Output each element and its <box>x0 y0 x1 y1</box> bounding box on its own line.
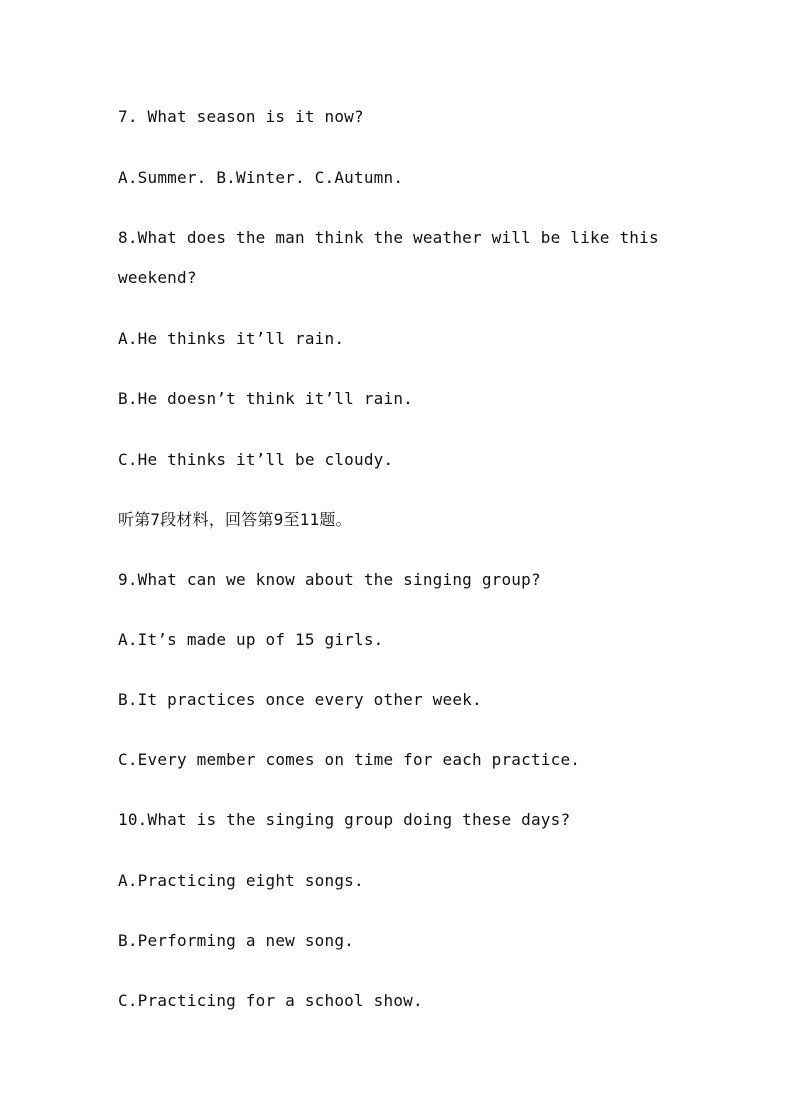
question-10-option-c: C.Practicing for a school show. <box>118 991 423 1010</box>
question-8-text-line1: 8.What does the man think the weather will be like this <box>118 228 659 247</box>
question-9-text: 9.What can we know about the singing group? <box>118 570 541 589</box>
question-7-text: 7. What season is it now? <box>118 107 364 126</box>
question-9-option-a: A.It’s made up of 15 girls. <box>118 630 384 649</box>
question-10-text: 10.What is the singing group doing these days? <box>118 810 571 829</box>
question-8-option-a: A.He thinks it’ll rain. <box>118 329 345 348</box>
question-8-text-line2: weekend? <box>118 268 197 287</box>
question-10-option-b: B.Performing a new song. <box>118 931 354 950</box>
question-10-option-a: A.Practicing eight songs. <box>118 871 364 890</box>
question-7-options: A.Summer. B.Winter. C.Autumn. <box>118 168 404 187</box>
section-instruction: 听第7段材料，回答第9至11题。 <box>118 510 352 529</box>
question-8-option-c: C.He thinks it’ll be cloudy. <box>118 450 394 469</box>
question-8-option-b: B.He doesn’t think it’ll rain. <box>118 389 413 408</box>
question-9-option-b: B.It practices once every other week. <box>118 690 482 709</box>
question-9-option-c: C.Every member comes on time for each practice. <box>118 750 581 769</box>
